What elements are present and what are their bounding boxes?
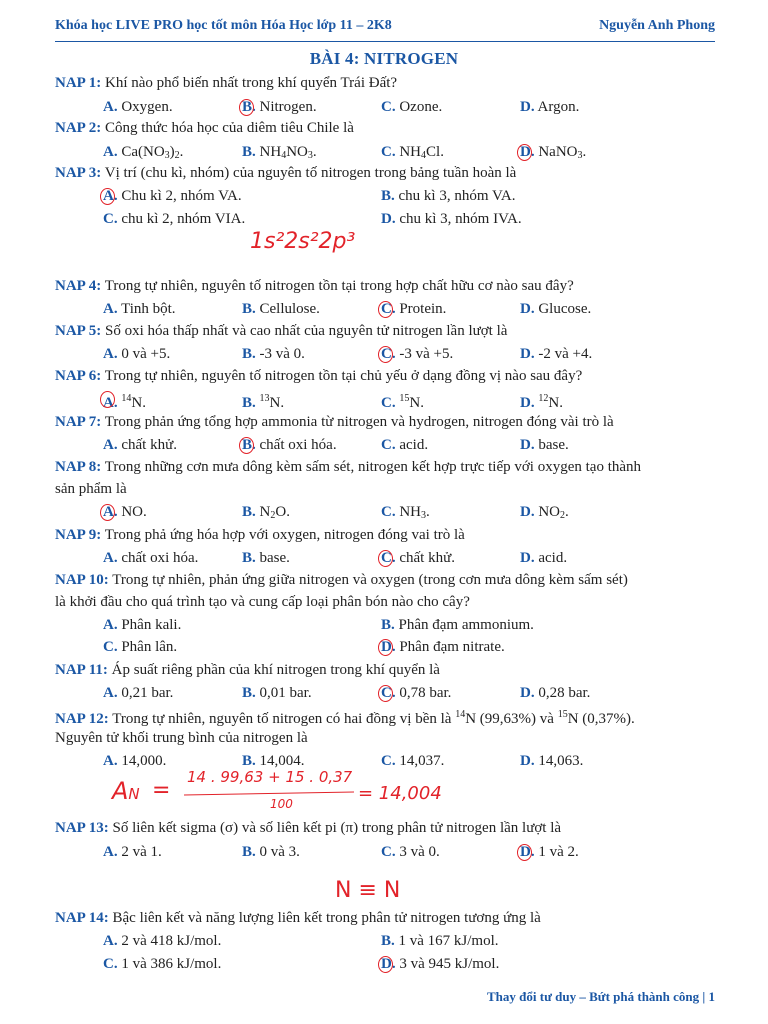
option-text: chất oxi hóa. [259,437,337,453]
option-text: 14,063. [538,753,584,769]
option-text: 2 và 418 kJ/mol. [121,933,222,949]
option-text: $^{12}$N. [538,393,563,411]
option-text: $NH_3$. [399,504,430,521]
option-letter: B. [242,144,256,160]
option-letter: C. [103,211,118,227]
option-letter: A. [103,188,118,204]
option-a[interactable] [103,97,173,117]
option-text: Ozone. [399,99,443,115]
question-2 [55,118,354,138]
option-letter: A. [103,144,118,160]
answer-circle-mark [378,685,393,702]
answer-circle-mark [378,346,393,363]
option-letter: C. [381,346,396,362]
option-letter: A. [103,844,118,860]
option-letter: B. [242,550,256,566]
option-text: Argon. [537,99,580,115]
question-text: Trong phả ứng hóa hợp với oxygen, nitrogen đóng vai trò là [104,527,465,543]
question-text-continued: Nguyên tử khối trung bình của nitrogen là [55,730,308,746]
option-d[interactable] [520,389,563,413]
option-letter: B. [242,753,256,769]
question-1 [55,73,397,93]
option-text: 0,28 bar. [538,685,591,701]
option-text: 0,21 bar. [121,685,174,701]
option-text: Phân đạm ammonium. [398,617,534,633]
option-text: chu kì 3, nhóm VA. [398,188,516,204]
option-text: 14,004. [259,753,305,769]
question-text-continued: là khởi đầu cho quá trình tạo và cung cấp loại phân bón nào cho cây? [55,594,470,610]
answer-circle-mark [239,437,254,454]
option-letter: B. [242,685,256,701]
question-text: Trong tự nhiên, nguyên tố nitrogen có hai đồng vị bền là $^{14}$N (99,63%) và $^{15}$N (0,37%). [112,709,635,727]
option-letter: D. [520,301,535,317]
option-letter: D. [520,395,535,411]
answer-circle-mark [239,99,254,116]
option-c[interactable] [381,502,430,526]
option-text: Oxygen. [121,99,173,115]
page-footer: Thay đổi tư duy – Bứt phá thành công | 1 [487,989,715,1004]
question-label: NAP 1: [55,75,102,91]
option-letter: D. [520,504,535,520]
option-d[interactable] [520,435,569,455]
option-d[interactable] [381,954,499,974]
question-4 [55,276,574,296]
option-letter: C. [103,639,118,655]
option-text: Glucose. [538,301,592,317]
option-text: chất oxi hóa. [121,550,199,566]
option-text: Phân đạm nitrate. [399,639,505,655]
option-letter: A. [103,395,118,411]
option-b[interactable] [242,344,305,364]
option-text: Phân lân. [121,639,178,655]
option-b[interactable] [242,389,284,413]
option-letter: A. [103,346,118,362]
option-a[interactable] [103,683,173,703]
option-letter: B. [242,437,256,453]
option-letter: D. [520,753,535,769]
option-b[interactable] [242,683,312,703]
option-text: Cellulose. [259,301,320,317]
option-c[interactable] [381,389,424,413]
option-d[interactable] [381,209,522,229]
question-label: NAP 6: [55,368,102,384]
option-letter: B. [242,346,256,362]
option-text: base. [259,550,290,566]
option-b[interactable] [242,435,337,455]
handwritten-triple-bond: N ≡ N [335,878,401,903]
question-10 [55,570,628,590]
option-letter: A. [103,933,118,949]
option-text: 14,000. [121,753,167,769]
option-text: 2 và 1. [121,844,162,860]
option-a[interactable] [103,751,166,771]
option-d[interactable] [381,637,505,657]
option-b[interactable] [242,548,290,568]
option-text: 1 và 2. [538,844,579,860]
option-letter: C. [381,301,396,317]
option-text: 0 và +5. [121,346,171,362]
question-7 [55,412,614,432]
handwritten-formula-eq: = [152,778,171,803]
question-13 [55,818,561,838]
option-letter: D. [381,639,396,655]
answer-circle-mark [378,956,393,973]
option-text: $NO_2$. [538,504,569,521]
option-text: 0,01 bar. [259,685,312,701]
question-text: Công thức hóa học của diêm tiêu Chile là [105,120,354,136]
option-letter: A. [103,437,118,453]
option-text: -3 và +5. [399,346,454,362]
option-text: acid. [538,550,568,566]
handwritten-electron-config: 1s²2s²2p³ [250,229,356,254]
option-letter: B. [242,99,256,115]
answer-circle-mark [517,144,532,161]
answer-circle-mark [378,550,393,567]
option-a[interactable] [103,842,162,862]
option-d[interactable] [520,683,590,703]
option-letter: D. [520,99,535,115]
option-text: -2 và +4. [538,346,593,362]
question-text: Bậc liên kết và năng lượng liên kết trong phân tử nitrogen tương ứng là [112,910,541,926]
answer-circle-mark [378,639,393,656]
question-text: Số oxi hóa thấp nhất và cao nhất của nguyên tử nitrogen lần lượt là [105,323,508,339]
option-text: NO. [121,504,147,520]
page-title: BÀI 4: NITROGEN [309,49,459,68]
option-a[interactable] [103,186,242,206]
answer-circle-mark [100,391,115,408]
question-12 [55,705,635,729]
option-text: Tinh bột. [121,301,176,317]
option-c[interactable] [381,435,428,455]
option-letter: B. [381,933,395,949]
option-text: Protein. [399,301,447,317]
question-label: NAP 2: [55,120,102,136]
handwritten-denominator: 100 [270,797,293,811]
option-letter: D. [520,685,535,701]
question-5 [55,321,507,341]
header-divider [55,41,715,42]
option-letter: D. [520,346,535,362]
option-text: $^{15}$N. [399,393,424,411]
course-title: Khóa học LIVE PRO học tốt môn Hóa Học lớp 11 – 2K8 [55,18,392,33]
question-text: Vị trí (chu kì, nhóm) của nguyên tố nitrogen trong bảng tuần hoàn là [104,165,517,181]
option-c[interactable] [103,209,245,229]
question-label: NAP 12: [55,711,109,727]
option-text: chu kì 2, nhóm VIA. [121,211,246,227]
option-text: 14,037. [399,753,445,769]
option-text: $NH_4NO_3$. [259,144,317,161]
option-c[interactable] [103,954,221,974]
question-text: Trong tự nhiên, nguyên tố nitrogen tồn tại chủ yếu ở dạng đồng vị nào sau đây? [104,368,583,384]
question-text: Số liên kết sigma (σ) và số liên kết pi (π) trong phân tử nitrogen lần lượt là [112,820,562,836]
option-letter: D. [520,844,535,860]
question-label: NAP 8: [55,459,102,475]
option-a[interactable] [103,299,176,319]
answer-circle-mark [100,188,115,205]
question-text: Trong tự nhiên, nguyên tố nitrogen tồn tại trong hợp chất hữu cơ nào sau đây? [104,278,574,294]
option-b[interactable] [381,186,515,206]
option-d[interactable] [520,299,591,319]
option-letter: A. [103,550,118,566]
author-name: Nguyễn Anh Phong [599,18,715,33]
option-text: $NH_4Cl$. [399,144,444,161]
handwritten-numerator: 14 . 99,63 + 15 . 0,37 [187,768,353,786]
answer-circle-mark [100,504,115,521]
question-label: NAP 11: [55,662,108,678]
option-text: Nitrogen. [259,99,317,115]
option-text: chất khử. [399,550,455,566]
option-text: $N_2O$. [259,504,290,521]
option-b[interactable] [381,931,499,951]
question-label: NAP 9: [55,527,102,543]
option-a[interactable] [103,435,177,455]
question-label: NAP 14: [55,910,109,926]
question-label: NAP 7: [55,414,102,430]
question-label: NAP 5: [55,323,102,339]
option-d[interactable] [520,751,583,771]
option-letter: C. [103,956,118,972]
option-letter: A. [103,617,118,633]
option-letter: C. [381,685,396,701]
option-letter: A. [103,99,118,115]
option-letter: B. [242,301,256,317]
option-b[interactable] [242,842,300,862]
option-c[interactable] [381,751,444,771]
option-a[interactable] [103,931,221,951]
option-text: 3 và 0. [399,844,440,860]
option-a[interactable] [103,615,181,635]
option-letter: D. [381,956,396,972]
option-letter: C. [381,753,396,769]
question-14 [55,908,541,928]
handwritten-formula-lhs [112,777,140,805]
option-text: base. [538,437,569,453]
option-text: 0 và 3. [259,844,300,860]
option-letter: B. [381,617,395,633]
option-letter: B. [381,188,395,204]
option-d[interactable] [520,344,592,364]
option-letter: C. [381,437,396,453]
option-c[interactable] [103,637,177,657]
option-d[interactable] [520,502,569,526]
option-letter: A. [103,301,118,317]
option-text: Chu kì 2, nhóm VA. [121,188,242,204]
option-text: Phân kali. [121,617,182,633]
option-letter: C. [381,844,396,860]
question-text: Áp suất riêng phần của khí nitrogen trong khí quyển là [111,662,440,678]
option-d[interactable] [520,548,567,568]
option-a[interactable] [103,548,198,568]
option-letter: C. [381,144,396,160]
option-text: NaNO$_3$. [538,144,587,161]
handwritten-result: = 14,004 [358,783,442,804]
question-label: NAP 4: [55,278,102,294]
question-text: Khí nào phổ biến nhất trong khí quyển Trái Đất? [105,75,398,91]
option-d[interactable] [520,97,579,117]
option-letter: A. [103,685,118,701]
option-text: 1 và 167 kJ/mol. [398,933,499,949]
option-b[interactable] [242,502,290,526]
option-text: $^{14}$N. [121,393,146,411]
question-6 [55,366,582,386]
option-text: 0,78 bar. [399,685,452,701]
option-c[interactable] [381,97,442,117]
option-letter: D. [381,211,396,227]
question-8 [55,457,641,477]
answer-circle-mark [517,844,532,861]
option-c[interactable] [381,842,440,862]
handwritten-fraction-bar [184,792,354,796]
option-a[interactable] [103,344,170,364]
option-text: acid. [399,437,429,453]
option-letter: B. [242,395,256,411]
option-letter: B. [242,844,256,860]
question-text-continued: sản phẩm là [55,481,127,497]
option-letter: C. [381,504,396,520]
question-3 [55,163,516,183]
question-text: Trong tự nhiên, phản ứng giữa nitrogen và oxygen (trong cơn mưa dông kèm sấm sét) [112,572,628,588]
formula-lhs-letter: A [112,777,129,805]
option-text: 1 và 386 kJ/mol. [121,956,222,972]
option-letter: B. [242,504,256,520]
option-text: chu kì 3, nhóm IVA. [399,211,522,227]
question-text: Trong phản ứng tổng hợp ammonia từ nitrogen và hydrogen, nitrogen đóng vài trò là [104,414,614,430]
option-text: chất khử. [121,437,177,453]
option-letter: C. [381,395,396,411]
option-letter: D. [520,437,535,453]
question-label: NAP 13: [55,820,109,836]
question-label: NAP 3: [55,165,102,181]
question-9 [55,525,465,545]
option-b[interactable] [242,299,320,319]
option-b[interactable] [381,615,534,635]
answer-circle-mark [378,301,393,318]
option-letter: C. [381,99,396,115]
option-letter: A. [103,504,118,520]
option-text: $^{13}$N. [259,393,285,411]
option-letter: D. [520,144,535,160]
option-letter: C. [381,550,396,566]
question-label: NAP 10: [55,572,109,588]
option-letter: D. [520,550,535,566]
option-text: 3 và 945 kJ/mol. [399,956,500,972]
question-text: Trong những cơn mưa dông kèm sấm sét, nitrogen kết hợp trực tiếp với oxygen tạo thành [104,459,642,475]
option-text: $Ca(NO_3)_2$. [121,144,184,161]
formula-lhs-subscript: N [128,785,140,803]
question-11 [55,660,440,680]
option-text: -3 và 0. [259,346,305,362]
page-header [55,18,715,38]
option-letter: A. [103,753,118,769]
